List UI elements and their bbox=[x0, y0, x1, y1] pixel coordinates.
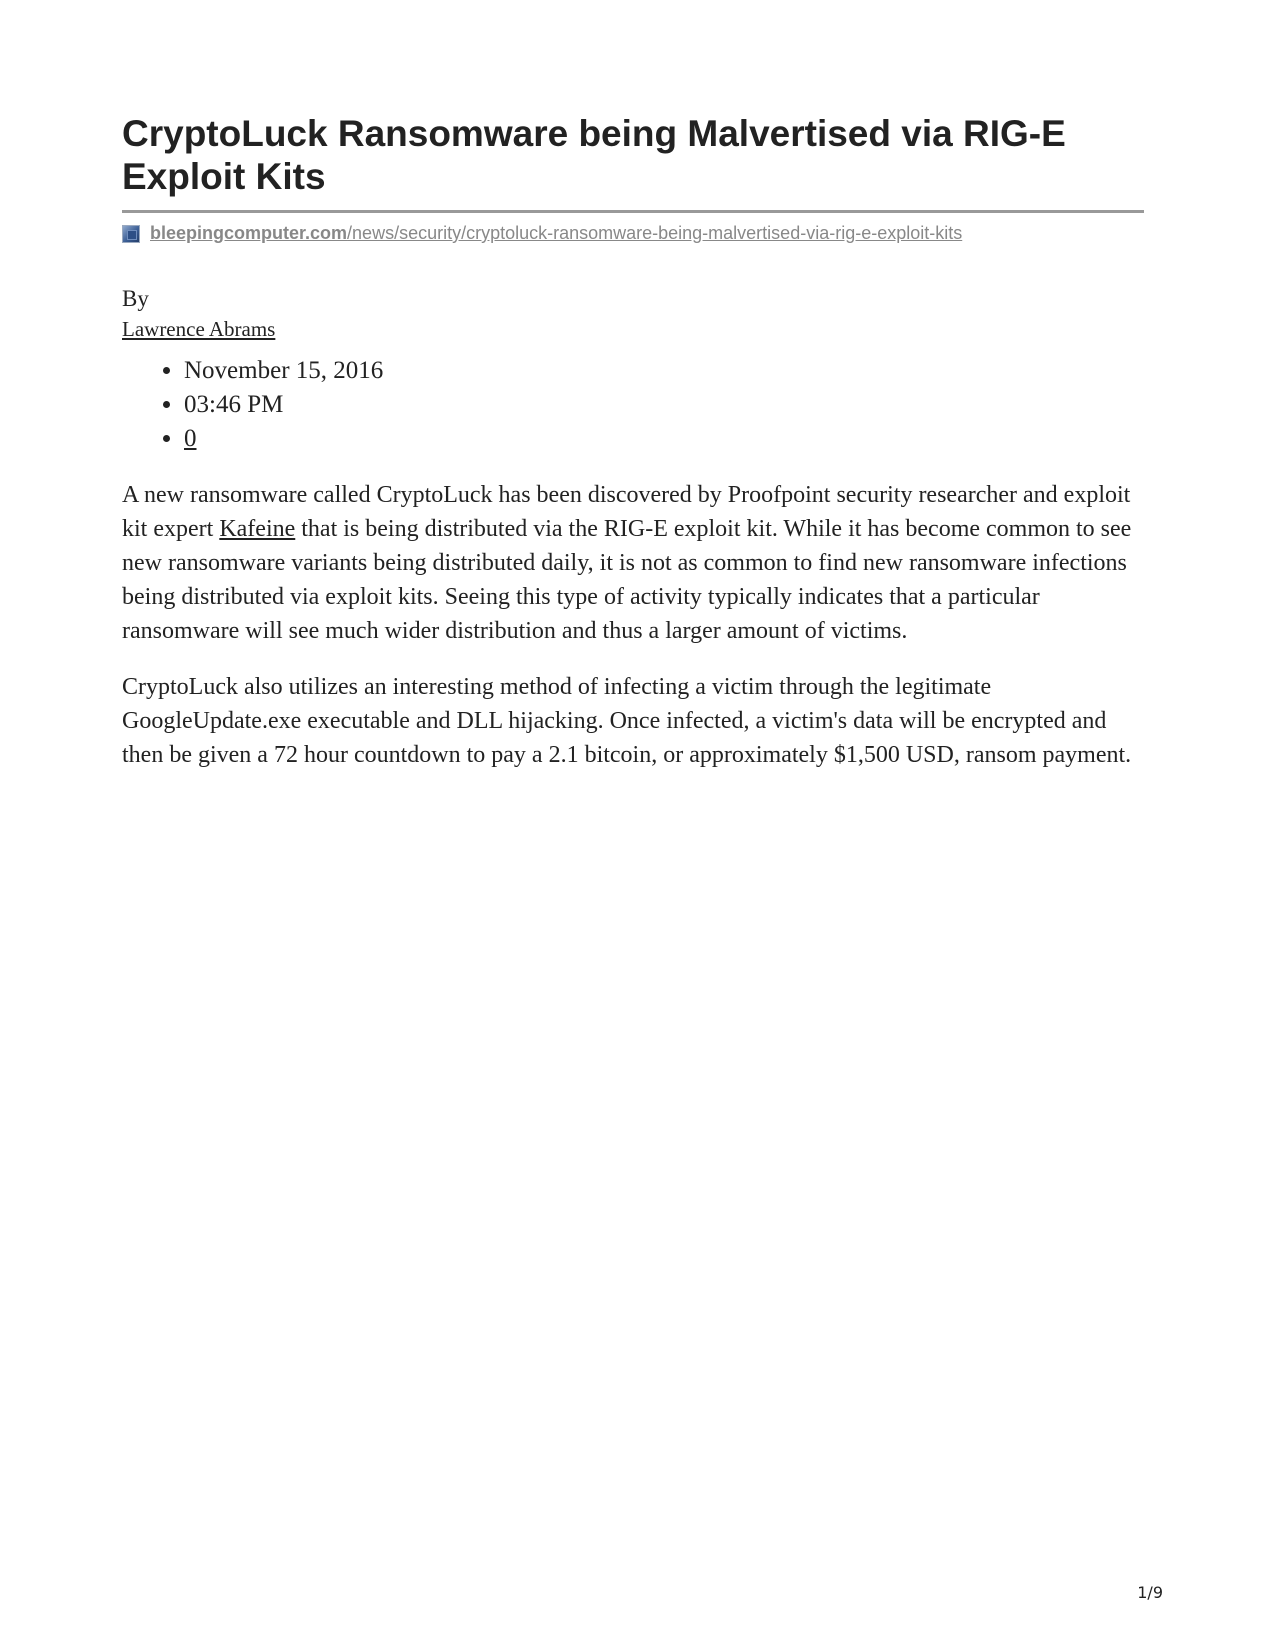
article-page bbox=[122, 112, 1144, 772]
source-line bbox=[122, 223, 1144, 244]
comments-count-link[interactable]: 0 bbox=[184, 425, 197, 452]
article-paragraph: CryptoLuck also utilizes an interesting method of infecting a victim through the legitimate GoogleUpdate.exe executable and DLL hijacking. Once infected, a victim's data will be encrypted and then be given a 72 hour countdown to pay a 2.1 bitcoin, or approximately $1,500 USD, ransom payment. bbox=[122, 674, 1132, 768]
article-title: CryptoLuck Ransomware being Malvertised via RIG-E Exploit Kits bbox=[122, 112, 1144, 213]
author-link[interactable]: Lawrence Abrams bbox=[122, 317, 276, 341]
meta-comments bbox=[184, 422, 1144, 456]
page-number: 1/9 bbox=[1137, 1583, 1163, 1602]
meta-time: • 03:46 PM bbox=[184, 388, 1144, 422]
article-meta-list bbox=[122, 354, 1144, 456]
kafeine-link[interactable]: Kafeine bbox=[219, 516, 296, 542]
meta-date: • November 15, 2016 bbox=[184, 354, 1144, 388]
source-path: /news/security/cryptoluck-ransomware-being-malvertised-via-rig-e-exploit-kits bbox=[347, 223, 963, 243]
source-domain: bleepingcomputer.com bbox=[150, 223, 348, 243]
byline bbox=[122, 284, 1144, 344]
paragraph-text: that is being distributed via the RIG-E exploit kit. While it has become common to see new ransomware variants being distributed daily, it is not as common to find new ransomware infections being distributed via exploit kits. Seeing this type of activity typically indicates that a particular ransomware will see much wider distribution and thus a larger amount of victims. bbox=[122, 516, 1132, 644]
by-label: By bbox=[122, 286, 149, 311]
site-favicon-icon bbox=[122, 225, 140, 243]
article-paragraph bbox=[122, 478, 1144, 648]
paragraph-text: A new ransomware called CryptoLuck has been discovered by Proofpoint security researcher and exploit kit expert bbox=[122, 482, 1131, 542]
source-url-link[interactable] bbox=[150, 223, 962, 244]
